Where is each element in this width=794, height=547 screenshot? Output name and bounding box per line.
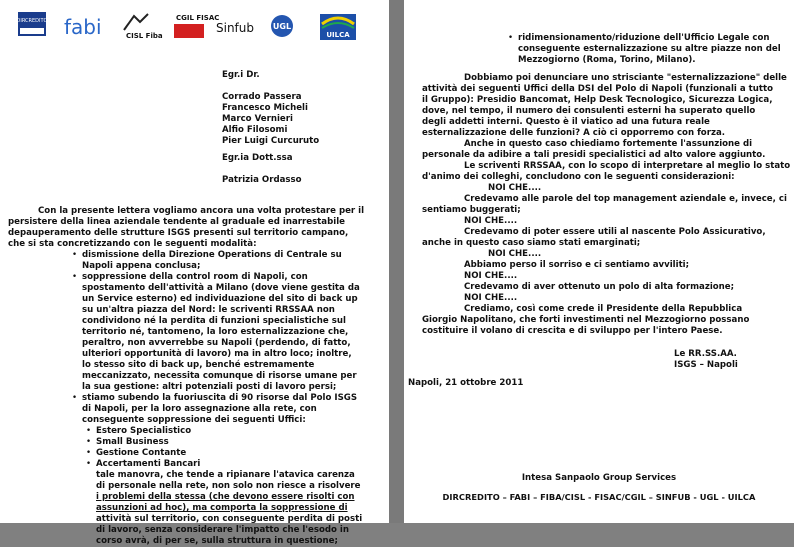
recipient-name: Corrado Passera	[222, 92, 302, 102]
recipient-name: Francesco Micheli	[222, 103, 308, 113]
body-line: attività sul territorio, con conseguente perdita di posti	[96, 514, 363, 524]
body-line: Con la presente lettera vogliamo ancora una volta protestare per il	[38, 206, 365, 216]
recipient-name: Patrizia Ordasso	[222, 175, 302, 185]
body-line: sentiamo buggerati;	[422, 205, 521, 215]
body-line: Credevamo alle parole del top management aziendale e, invece, ci	[464, 194, 787, 204]
logo-text: DIRCREDITO	[16, 18, 48, 24]
bullet-icon: •	[86, 437, 92, 447]
recipient-name: Marco Vernieri	[222, 114, 293, 124]
letter-page-1	[0, 0, 389, 546]
body-line: Credevamo di poter essere utili al nascente Polo Assicurativo,	[464, 227, 766, 237]
fabi-logo	[62, 10, 104, 40]
body-line: di lavoro, senza considerare l'impatto che l'esodo in	[96, 525, 349, 535]
bullet-icon: •	[508, 33, 514, 43]
body-line: ridimensionamento/riduzione dell'Ufficio Legale con	[518, 33, 770, 43]
footer-company: Intesa Sanpaolo Group Services	[521, 473, 677, 483]
body-line: territorio né, tantomeno, la loro esternalizzazione che,	[82, 327, 349, 337]
refrain: NOI CHE....	[488, 183, 542, 193]
logo-text: CISL Fiba	[126, 32, 163, 40]
body-line: anche in questo caso siamo stati emarginati;	[422, 238, 641, 248]
body-line: che si sta concretizzando con le seguenti modalità:	[8, 239, 257, 249]
greeting: Egr.ia Dott.ssa	[222, 153, 293, 163]
body-line: di Napoli, per la loro assegnazione alla rete, con	[82, 404, 317, 414]
body-line: meccanizzato, necessita comunque di risorse umane per	[82, 371, 357, 381]
body-line: spostamento dell'attività a Milano (dove viene gestita da	[82, 283, 360, 293]
body-line: conseguente esternalizzazione su altre piazze non del	[518, 44, 781, 54]
logo-text: UILCA	[326, 31, 350, 39]
refrain: NOI CHE....	[464, 216, 518, 226]
body-line: Dobbiamo poi denunciare uno strisciante "esternalizzazione" delle	[464, 73, 787, 83]
body-line: condividono né la perdita di funzioni specialistiche sul	[82, 316, 346, 326]
signature: ISGS – Napoli	[674, 360, 738, 370]
logo-text: fabi	[64, 15, 102, 39]
bullet-icon: •	[72, 272, 78, 282]
body-line: Credevamo di aver ottenuto un polo di alta formazione;	[464, 282, 735, 292]
body-line: il Gruppo): Presidio Bancomat, Help Desk Tecnologico, Sicurezza Logica,	[422, 95, 773, 105]
body-line: dismissione della Direzione Operations di Centrale su	[82, 250, 342, 260]
body-line: esternalizzazione delle funzioni? A ciò ci opporremo con forza.	[422, 128, 726, 138]
body-line: depauperamento delle strutture ISGS presenti sul territorio campano,	[8, 228, 349, 238]
logo-text: Sinfub	[216, 21, 255, 35]
body-line: persistere della linea aziendale tendente al graduale ed inarrestabile	[8, 217, 345, 227]
body-line: Giorgio Napolitano, che forti investimenti nel Mezzogiorno possano	[422, 315, 750, 325]
body-line: Anche in questo caso chiediamo fortemente l'assunzione di	[464, 139, 753, 149]
greeting: Egr.i Dr.	[222, 70, 260, 80]
dircredito-logo	[16, 10, 48, 40]
body-line: di personale nella rete, non solo non riesce a risolvere	[96, 481, 361, 491]
bullet-icon: •	[72, 393, 78, 403]
body-line: costituire il volano di crescita e di sviluppo per l'intero Paese.	[422, 326, 723, 336]
bullet-icon: •	[86, 426, 92, 436]
body-line: Le scriventi RRSSAA, con lo scopo di interpretare al meglio lo stato	[464, 161, 791, 171]
refrain: NOI CHE....	[464, 271, 518, 281]
uilca-logo	[318, 10, 358, 40]
body-line: soppressione della control room di Napoli, con	[82, 272, 308, 282]
sinfub-logo	[214, 10, 254, 40]
signature: Le RR.SS.AA.	[674, 349, 737, 359]
body-line: Mezzogiorno (Roma, Torino, Milano).	[518, 55, 696, 65]
body-line: conseguente soppressione dei seguenti Uffici:	[82, 415, 306, 425]
body-line: lo stesso sito di back up, benché estremamente	[82, 360, 315, 370]
bullet-icon: •	[72, 250, 78, 260]
recipient-name: Alfio Filosomi	[222, 125, 288, 135]
body-line: su un'altra piazza del Nord: le scriventi RRSSAA non	[82, 305, 335, 315]
body-line: attività dei seguenti Uffici della DSI del Polo di Napoli (funzionali a tutto	[422, 84, 773, 94]
body-line: Abbiamo perso il sorriso e ci sentiamo avviliti;	[464, 260, 690, 270]
page-gap	[389, 0, 404, 523]
footer-unions: DIRCREDITO – FABI – FIBA/CISL - FISAC/CGIL – SINFUB - UGL - UILCA	[442, 492, 756, 502]
logo-text: CGIL FISAC	[176, 14, 220, 22]
office-item: Estero Specialistico	[96, 426, 192, 436]
body-line: Crediamo, così come crede il Presidente della Repubblica	[464, 304, 743, 314]
body-line: dove, nel tempo, il numero dei consulenti esterni ha superato quello	[422, 106, 756, 116]
body-line: un Service esterno) ed individuazione del sito di back up	[82, 294, 358, 304]
office-item: Gestione Contante	[96, 448, 187, 458]
recipient-name: Pier Luigi Curcuruto	[222, 136, 320, 146]
letter-page-2	[404, 0, 794, 523]
body-line: Napoli appena conclusa;	[82, 261, 201, 271]
body-line: ulteriori opportunità di lavoro) ma in altro loco; inoltre,	[82, 349, 352, 359]
date: Napoli, 21 ottobre 2011	[408, 378, 524, 388]
body-line: i problemi della stessa (che devono essere risolti con	[96, 492, 355, 502]
bullet-icon: •	[86, 448, 92, 458]
ugl-logo	[268, 10, 304, 40]
body-line: tale manovra, che tende a ripianare l'atavica carenza	[96, 470, 355, 480]
refrain: NOI CHE....	[464, 293, 518, 303]
logo-text: UGL	[272, 22, 292, 31]
fisac-cgil-logo	[172, 10, 220, 40]
body-line: degli addetti interni. Questo è il viatico ad una futura reale	[422, 117, 710, 127]
bullet-icon: •	[86, 459, 92, 469]
body-line: d'animo dei colleghi, concludono con le seguenti considerazioni:	[422, 172, 735, 182]
fiba-cisl-logo	[120, 10, 163, 40]
body-line: la sua gestione: altri potenziali posti di lavoro persi;	[82, 382, 337, 392]
office-item: Accertamenti Bancari	[96, 459, 201, 469]
body-line: peraltro, non avverrebbe su Napoli (perdendo, di fatto,	[82, 338, 351, 348]
body-line: stiamo subendo la fuoriuscita di 90 risorse dal Polo ISGS	[82, 393, 358, 403]
refrain: NOI CHE....	[488, 249, 542, 259]
body-line: assunzioni ad hoc), ma comporta la soppressione di	[96, 503, 348, 513]
body-line: personale da adibire a tali presidi specialistici ad alto valore aggiunto.	[422, 150, 766, 160]
body-line: corso avrà, di per se, sulla struttura in questione;	[96, 536, 338, 546]
office-item: Small Business	[96, 437, 169, 447]
